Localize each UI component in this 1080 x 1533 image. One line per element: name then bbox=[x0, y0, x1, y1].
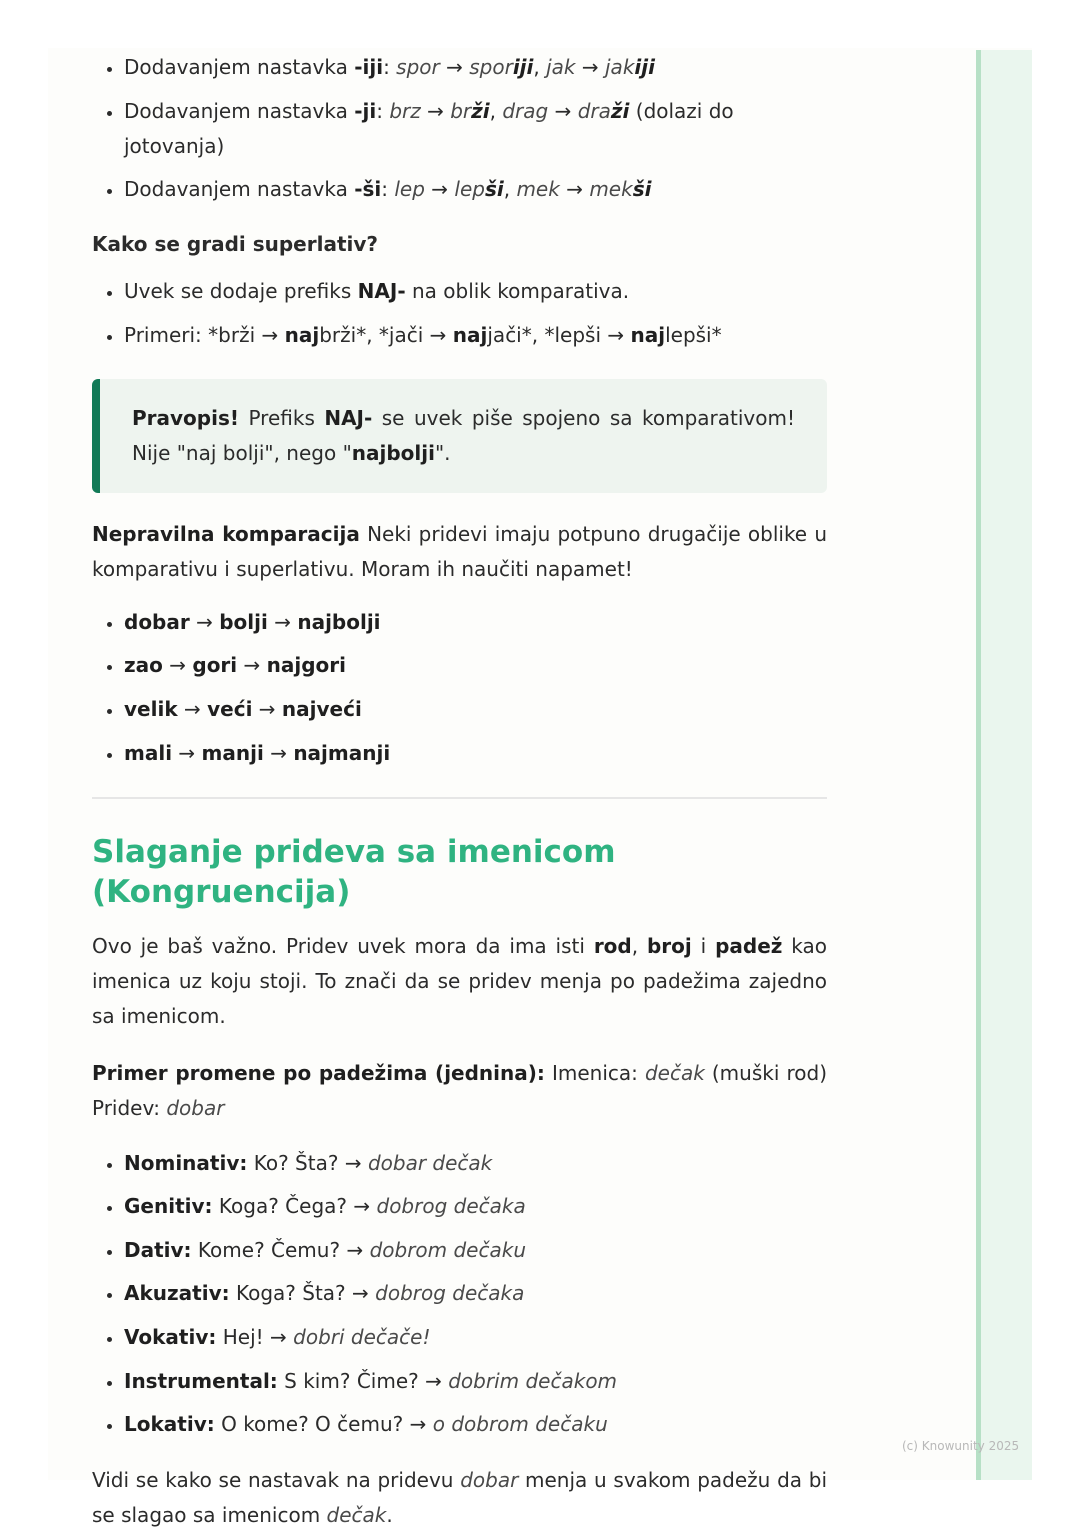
superlative-question: Kako se gradi superlativ? bbox=[92, 232, 378, 257]
closing-paragraph: Vidi se kako se nastavak na pridevu dobar menja u svakom padežu da bi se slagao sa imenicom dečak. bbox=[92, 1467, 827, 1527]
list-item: • Primeri: *brži → najbrži*, *jači → najjači*, *lepši → najlepši* bbox=[124, 318, 827, 353]
cases-list bbox=[92, 1146, 827, 1443]
list-item: • zao → gori → najgori bbox=[124, 648, 827, 683]
case-item: • Akuzativ: Koga? Šta? → dobrog dečaka bbox=[124, 1276, 827, 1311]
list-item: • Uvek se dodaje prefiks NAJ- na oblik komparativa. bbox=[124, 274, 827, 309]
irregular-list bbox=[92, 605, 827, 771]
congruence-paragraph: Ovo je baš važno. Pridev uvek mora da ima isti rod, broj i padež kao imenica uz koju stoji. To znači da se pridev menja po padežima zajedno sa imenicom. bbox=[92, 933, 827, 1028]
watermark: (c) Knowunity 2025 bbox=[902, 1439, 1020, 1453]
section-divider bbox=[92, 797, 827, 799]
list-item: • mali → manji → najmanji bbox=[124, 736, 827, 771]
list-item: • Dodavanjem nastavka -ši: lep → lepši, mek → mekši bbox=[124, 172, 827, 207]
list-item: • velik → veći → najveći bbox=[124, 692, 827, 727]
document-content bbox=[92, 50, 827, 1533]
list-item: • dobar → bolji → najbolji bbox=[124, 605, 827, 640]
section-title: Slaganje prideva sa imenicom (Kongruencija) bbox=[92, 833, 616, 910]
superlative-list bbox=[92, 274, 827, 353]
case-item: • Nominativ: Ko? Šta? → dobar dečak bbox=[124, 1146, 827, 1181]
case-item: • Dativ: Kome? Čemu? → dobrom dečaku bbox=[124, 1233, 827, 1268]
case-item: • Instrumental: S kim? Čime? → dobrim dečakom bbox=[124, 1364, 827, 1399]
case-item: • Genitiv: Koga? Čega? → dobrog dečaka bbox=[124, 1189, 827, 1224]
example-intro: Primer promene po padežima (jednina): Imenica: dečak (muški rod) Pridev: dobar bbox=[92, 1060, 827, 1120]
comparative-rules-list bbox=[92, 50, 827, 207]
case-item: • Vokativ: Hej! → dobri dečače! bbox=[124, 1320, 827, 1355]
spelling-callout: Pravopis! Prefiks NAJ- se uvek piše spojeno sa komparativom! Nije "naj bolji", nego "najbolji". bbox=[92, 379, 827, 493]
irregular-paragraph: Nepravilna komparacija Neki pridevi imaju potpuno drugačije oblike u komparativu i superlativu. Moram ih naučiti napamet! bbox=[92, 521, 827, 581]
case-item: • Lokativ: O kome? O čemu? → o dobrom dečaku bbox=[124, 1407, 827, 1442]
list-item: • Dodavanjem nastavka -ji: brz → brži, drag → draži (dolazi do jotovanja) bbox=[124, 94, 827, 164]
list-item: • Dodavanjem nastavka -iji: spor → sporiji, jak → jakiji bbox=[124, 50, 827, 85]
side-stripe bbox=[976, 50, 1032, 1480]
